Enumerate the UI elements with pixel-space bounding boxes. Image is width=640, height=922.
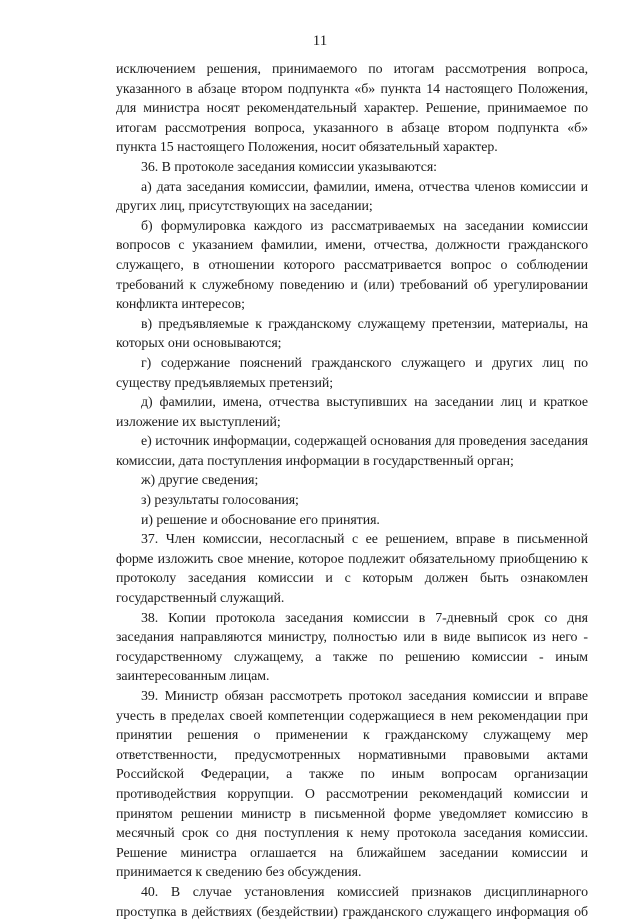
text-line: б) формулировка каждого из рассматриваемых на заседании комиссии [141, 218, 588, 234]
text-line: для министра носят рекомендательный характер. Решение, принимаемое по [116, 101, 588, 117]
text-line: принятии решения о применении к гражданскому служащему мер [116, 728, 588, 744]
text-line: пункта 15 настоящего Положения, носит обязательный характер. [116, 140, 498, 156]
paragraph [116, 393, 588, 432]
paragraph [116, 178, 588, 217]
paragraph [116, 217, 588, 315]
text-line: итогам рассмотрения вопроса, указанного в абзаце втором подпункта «б» [116, 120, 588, 136]
text-line: проступка в действиях (бездействии) гражданского служащего информация об [116, 904, 588, 920]
text-line: 36. В протоколе заседания комиссии указываются: [141, 159, 437, 175]
text-line: и) решение и обоснование его принятия. [141, 512, 380, 528]
paragraph [116, 511, 588, 531]
text-line: вопросов с указанием фамилии, имени, отчества, должности гражданского [116, 238, 588, 254]
paragraph [116, 432, 588, 471]
text-line: противодействия коррупции. О рассмотрении рекомендаций комиссии и [116, 786, 588, 802]
text-line: а) дата заседания комиссии, фамилии, имена, отчества членов комиссии и [141, 179, 588, 195]
text-line: заинтересованным лицам. [116, 669, 270, 685]
text-line: з) результаты голосования; [141, 493, 299, 509]
text-line: государственный служащий. [116, 591, 285, 607]
paragraph [116, 158, 588, 178]
text-line: д) фамилии, имена, отчества выступивших на заседании лиц и краткое [141, 395, 588, 411]
paragraph [116, 687, 588, 883]
text-line: ж) другие сведения; [141, 473, 259, 489]
text-line: принятом решении министр в письменной форме уведомляет комиссию в [116, 806, 588, 822]
text-line: других лиц, присутствующих на заседании; [116, 199, 373, 215]
text-line: требований к служебному поведению и (или) требований об урегулировании [116, 277, 588, 293]
text-line: которых они основываются; [116, 336, 282, 352]
paragraph [116, 354, 588, 393]
paragraph [116, 530, 588, 608]
paragraph [116, 315, 588, 354]
text-line: г) содержание пояснений гражданского служащего и других лиц по [141, 355, 588, 371]
paragraph [116, 609, 588, 687]
text-line: 40. В случае установления комиссией признаков дисциплинарного [141, 884, 588, 900]
paragraph [116, 491, 588, 511]
page-number: 11 [312, 33, 328, 49]
text-line: 37. Член комиссии, несогласный с ее решением, вправе в письменной [141, 532, 588, 548]
text-line: исключением решения, принимаемого по итогам рассмотрения вопроса, [116, 62, 588, 77]
text-line: указанного в абзаце втором подпункта «б» пункта 14 настоящего Положения, [116, 81, 588, 97]
paragraph [116, 471, 588, 491]
text-line: протоколу заседания комиссии и с которым должен быть ознакомлен [116, 571, 588, 587]
text-line: ответственности, предусмотренных нормативными правовыми актами [116, 747, 588, 763]
text-line: 38. Копии протокола заседания комиссии в 7-дневный срок со дня [141, 610, 588, 626]
text-line: конфликта интересов; [116, 297, 245, 313]
document-body [116, 60, 588, 922]
text-line: комиссии, дата поступления информации в государственный орган; [116, 453, 514, 469]
text-line: форме изложить свое мнение, которое подлежит обязательному приобщению к [116, 551, 588, 567]
text-line: Российской Федерации, а также по иным вопросам организации [116, 767, 588, 783]
text-line: заседания направляются министру, полностью или в виде выписок из него - [116, 630, 588, 646]
text-line: учесть в пределах своей компетенции содержащиеся в нем рекомендации при [116, 708, 588, 724]
text-line: в) предъявляемые к гражданскому служащему претензии, материалы, на [141, 316, 588, 332]
paragraph [116, 883, 588, 922]
text-line: существу предъявляемых претензий; [116, 375, 334, 391]
text-line: 39. Министр обязан рассмотреть протокол заседания комиссии и вправе [141, 689, 588, 704]
paragraph [116, 60, 588, 158]
text-line: изложение их выступлений; [116, 414, 281, 430]
text-line: служащего, в отношении которого рассматривается вопрос о соблюдении [116, 257, 588, 273]
text-line: принимается к сведению без обсуждения. [116, 865, 362, 881]
text-line: е) источник информации, содержащей основания для проведения заседания [141, 434, 588, 450]
text-line: Решение министра оглашается на ближайшем заседании комиссии и [116, 845, 588, 861]
text-line: месячный срок со дня поступления к нему протокола заседания комиссии. [116, 826, 588, 842]
text-line: государственному служащему, а также по решению комиссии - иным [116, 649, 588, 665]
